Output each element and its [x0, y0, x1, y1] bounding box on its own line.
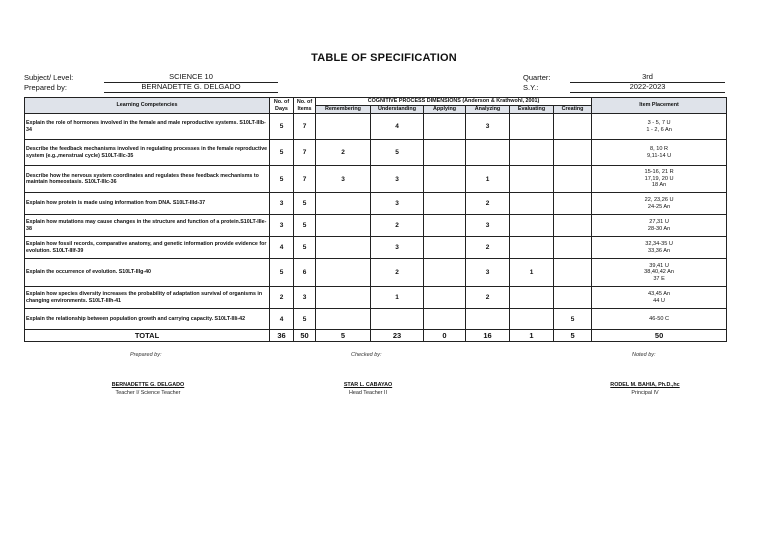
- placement-cell: 3 - 5, 7 U 1 - 2, 6 An: [592, 114, 727, 140]
- remembering-cell: [316, 309, 371, 330]
- analyzing-cell: 2: [466, 237, 510, 259]
- noted-caption: Noted by:: [632, 352, 656, 358]
- items-cell: 3: [294, 287, 316, 309]
- placement-cell: 15-16, 21 R 17,19, 20 U 18 An: [592, 166, 727, 193]
- remembering-cell: [316, 215, 371, 237]
- table-row: [25, 166, 727, 193]
- creating-cell: [554, 114, 592, 140]
- header-evaluating: Evaluating: [510, 106, 554, 114]
- understanding-cell: 3: [371, 237, 424, 259]
- creating-cell: [554, 166, 592, 193]
- competency-cell: Explain how species diversity increases the probability of adaptation survival of organisms in changing environments. S10LT-IIIh-41: [25, 287, 270, 309]
- evaluating-cell: [510, 114, 554, 140]
- total-days: 36: [270, 330, 294, 342]
- items-cell: 7: [294, 114, 316, 140]
- creating-cell: [554, 193, 592, 215]
- items-cell: 5: [294, 237, 316, 259]
- remembering-cell: 3: [316, 166, 371, 193]
- competency-cell: Describe how the nervous system coordinates and regulates these feedback mechanisms to maintain homeostasis. S10LT-IIIc-36: [25, 166, 270, 193]
- remembering-cell: [316, 287, 371, 309]
- header-applying: Applying: [424, 106, 466, 114]
- items-cell: 7: [294, 140, 316, 166]
- total-items: 50: [294, 330, 316, 342]
- table-row: [25, 114, 727, 140]
- header-placement: Item Placement: [592, 98, 727, 114]
- applying-cell: [424, 237, 466, 259]
- subject-label: Subject/ Level:: [24, 73, 74, 82]
- total-understanding: 23: [371, 330, 424, 342]
- analyzing-cell: 3: [466, 114, 510, 140]
- understanding-cell: 3: [371, 193, 424, 215]
- table-row: [25, 287, 727, 309]
- applying-cell: [424, 166, 466, 193]
- page-title: TABLE OF SPECIFICATION: [311, 52, 457, 64]
- days-cell: 2: [270, 287, 294, 309]
- header-days: No. of Days: [270, 98, 294, 114]
- table-row: [25, 259, 727, 287]
- understanding-cell: 3: [371, 166, 424, 193]
- understanding-cell: 4: [371, 114, 424, 140]
- understanding-cell: 1: [371, 287, 424, 309]
- competency-cell: Describe the feedback mechanisms involved in regulating processes in the female reproductive system (e.g.,menstrual cycle) S10LT-IIIc-35: [25, 140, 270, 166]
- evaluating-cell: [510, 309, 554, 330]
- placement-cell: 32,34-35 U 33,36 An: [592, 237, 727, 259]
- total-label: TOTAL: [25, 330, 270, 342]
- applying-cell: [424, 259, 466, 287]
- days-cell: 5: [270, 166, 294, 193]
- applying-cell: [424, 287, 466, 309]
- header-understanding: Understanding: [371, 106, 424, 114]
- specification-table: [24, 97, 727, 342]
- remembering-cell: [316, 114, 371, 140]
- header-competencies: Learning Competencies: [25, 98, 270, 114]
- quarter-value: 3rd: [570, 72, 725, 83]
- subject-value: SCIENCE 10: [104, 72, 278, 83]
- placement-cell: 43,45 An 44 U: [592, 287, 727, 309]
- competency-cell: Explain the relationship between population growth and carrying capacity. S10LT-IIIi-42: [25, 309, 270, 330]
- table-row: [25, 140, 727, 166]
- days-cell: 4: [270, 309, 294, 330]
- total-evaluating: 1: [510, 330, 554, 342]
- applying-cell: [424, 309, 466, 330]
- creating-cell: [554, 287, 592, 309]
- noted-name: RODEL M. BAHIA, Ph.D.,hc: [610, 382, 680, 388]
- placement-cell: 46-50 C: [592, 309, 727, 330]
- competency-cell: Explain the occurrence of evolution. S10LT-IIIg-40: [25, 259, 270, 287]
- evaluating-cell: [510, 215, 554, 237]
- total-analyzing: 16: [466, 330, 510, 342]
- evaluating-cell: [510, 166, 554, 193]
- evaluating-cell: [510, 237, 554, 259]
- total-applying: 0: [424, 330, 466, 342]
- analyzing-cell: [466, 140, 510, 166]
- creating-cell: [554, 215, 592, 237]
- competency-cell: Explain the role of hormones involved in the female and male reproductive systems. S10LT-IIIb-34: [25, 114, 270, 140]
- competency-cell: Explain how fossil records, comparative anatomy, and genetic information provide evidence for evolution. S10LT-IIIf-39: [25, 237, 270, 259]
- analyzing-cell: 3: [466, 259, 510, 287]
- evaluating-cell: [510, 140, 554, 166]
- competency-cell: Explain how protein is made using information from DNA. S10LT-IIId-37: [25, 193, 270, 215]
- total-creating: 5: [554, 330, 592, 342]
- quarter-label: Quarter:: [523, 73, 551, 82]
- header-analyzing: Analyzing: [466, 106, 510, 114]
- header-remembering: Remembering: [316, 106, 371, 114]
- analyzing-cell: 3: [466, 215, 510, 237]
- header-items: No. of Items: [294, 98, 316, 114]
- noted-position: Principal IV: [631, 390, 659, 396]
- applying-cell: [424, 215, 466, 237]
- total-placement: 50: [592, 330, 727, 342]
- placement-cell: 8, 10 R 9,11-14 U: [592, 140, 727, 166]
- prepared-caption: Prepared by:: [130, 352, 162, 358]
- checked-name: STAR L. CABAYAO: [343, 382, 393, 388]
- placement-cell: 39,41 U 38,40,42 An 37 E: [592, 259, 727, 287]
- sy-label: S.Y.:: [523, 83, 539, 92]
- table-row: [25, 309, 727, 330]
- days-cell: 3: [270, 215, 294, 237]
- days-cell: 4: [270, 237, 294, 259]
- competency-cell: Explain how mutations may cause changes in the structure and function of a protein.S10LT-IIIe-38: [25, 215, 270, 237]
- items-cell: 6: [294, 259, 316, 287]
- remembering-cell: [316, 259, 371, 287]
- creating-cell: [554, 140, 592, 166]
- checked-position: Head Teacher II: [349, 390, 387, 396]
- prepared-name: BERNADETTE G. DELGADO: [111, 382, 185, 388]
- items-cell: 5: [294, 309, 316, 330]
- days-cell: 3: [270, 193, 294, 215]
- evaluating-cell: [510, 193, 554, 215]
- remembering-cell: 2: [316, 140, 371, 166]
- creating-cell: [554, 237, 592, 259]
- understanding-cell: 5: [371, 140, 424, 166]
- evaluating-cell: [510, 287, 554, 309]
- understanding-cell: [371, 309, 424, 330]
- days-cell: 5: [270, 140, 294, 166]
- understanding-cell: 2: [371, 259, 424, 287]
- analyzing-cell: 2: [466, 193, 510, 215]
- analyzing-cell: 1: [466, 166, 510, 193]
- header-creating: Creating: [554, 106, 592, 114]
- understanding-cell: 2: [371, 215, 424, 237]
- creating-cell: 5: [554, 309, 592, 330]
- checked-caption: Checked by:: [351, 352, 382, 358]
- creating-cell: [554, 259, 592, 287]
- prepared-position: Teacher I/ Science Teacher: [115, 390, 181, 396]
- prepared-label: Prepared by:: [24, 83, 67, 92]
- table-row: [25, 237, 727, 259]
- items-cell: 7: [294, 166, 316, 193]
- items-cell: 5: [294, 215, 316, 237]
- total-remembering: 5: [316, 330, 371, 342]
- sy-value: 2022-2023: [570, 82, 725, 93]
- table-row: [25, 193, 727, 215]
- applying-cell: [424, 114, 466, 140]
- table-row: [25, 215, 727, 237]
- days-cell: 5: [270, 114, 294, 140]
- placement-cell: 22, 23,26 U 24-25 An: [592, 193, 727, 215]
- placement-cell: 27,31 U 28-30 An: [592, 215, 727, 237]
- applying-cell: [424, 140, 466, 166]
- analyzing-cell: 2: [466, 287, 510, 309]
- items-cell: 5: [294, 193, 316, 215]
- applying-cell: [424, 193, 466, 215]
- evaluating-cell: 1: [510, 259, 554, 287]
- days-cell: 5: [270, 259, 294, 287]
- header-cognitive: COGNITIVE PROCESS DIMENSIONS (Anderson & Krathwohl, 2001): [316, 98, 592, 106]
- analyzing-cell: [466, 309, 510, 330]
- prepared-value: BERNADETTE G. DELGADO: [104, 82, 278, 93]
- remembering-cell: [316, 193, 371, 215]
- total-row: [25, 330, 727, 342]
- remembering-cell: [316, 237, 371, 259]
